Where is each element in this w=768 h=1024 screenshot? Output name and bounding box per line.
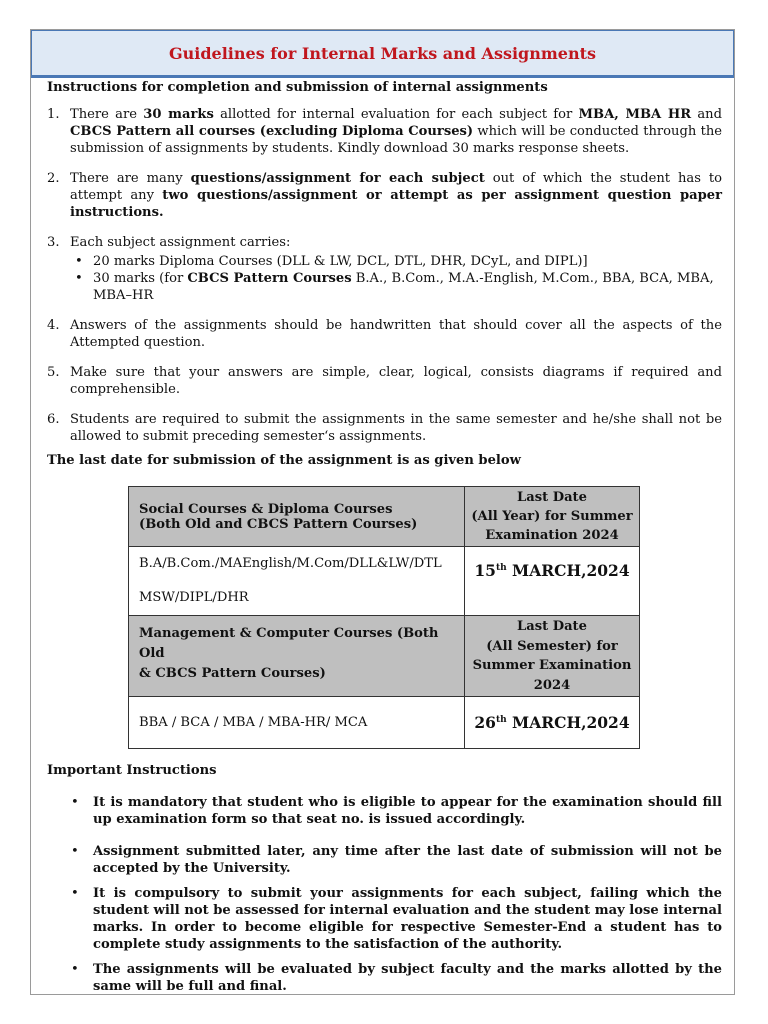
item-text: It is mandatory that student who is eligible to appear for the examination should fill up examination form so that seat no. is issued accordingly.: [93, 795, 722, 827]
bullet-icon: •: [71, 844, 79, 859]
date-day: 15: [474, 561, 496, 580]
item-number: 3.: [47, 235, 60, 250]
item-bold: 30 marks: [143, 107, 214, 122]
item-number: 1.: [47, 107, 60, 122]
date-day: 26: [474, 713, 496, 732]
important-heading: Important Instructions: [47, 763, 217, 778]
date-rest: MARCH,2024: [506, 713, 630, 732]
item-text: There are many: [70, 171, 191, 186]
table-cell: [465, 616, 640, 697]
bullet-icon: •: [75, 271, 83, 286]
cell-text: Last Date: [517, 490, 587, 505]
table-cell: [465, 697, 640, 749]
list-item: [47, 106, 722, 157]
item-number: 6.: [47, 412, 60, 427]
important-list: [47, 794, 722, 995]
table-cell: [129, 697, 465, 749]
section-heading: Instructions for completion and submission of internal assignments: [47, 80, 548, 95]
bullet-icon: •: [71, 886, 79, 901]
item-text: Students are required to submit the assignments in the same semester and he/she shall not be allowed to submit preceding semester‘s assignments.: [70, 412, 722, 444]
cell-text: B.A/B.Com./MAEnglish/M.Com/DLL&LW/DTL: [139, 556, 442, 571]
cell-text: Management & Computer Courses (Both Old: [139, 626, 439, 661]
list-item: [47, 961, 722, 995]
date-suffix: th: [495, 562, 507, 573]
last-date-table: [128, 486, 640, 749]
date-suffix: th: [495, 714, 507, 725]
item-text: and: [691, 107, 722, 122]
item-number: 4.: [47, 318, 60, 333]
item-text: There are: [70, 107, 144, 122]
item-text: The assignments will be evaluated by subject faculty and the marks allotted by the same will be full and final.: [93, 962, 722, 994]
cell-text: Summer Examination: [472, 658, 632, 673]
bullet-icon: •: [71, 962, 79, 977]
item-text: out of which the student has to attempt any: [70, 171, 723, 203]
cell-text: & CBCS Pattern Courses): [139, 666, 326, 681]
item-bold: MBA, MBA HR: [578, 107, 692, 122]
item-number: 2.: [47, 171, 60, 186]
cell-text: (All Year) for Summer: [471, 509, 633, 524]
list-item: [47, 364, 722, 398]
cell-text: Social Courses & Diploma Courses: [139, 501, 393, 517]
item-text: allotted for internal evaluation for each subject for: [213, 107, 579, 122]
table-cell: [129, 487, 465, 547]
table-cell: [129, 616, 465, 697]
deadline-date: [474, 713, 629, 732]
table-row: [129, 547, 640, 616]
bullet-icon: •: [71, 795, 79, 810]
item-bold: CBCS Pattern Courses: [187, 271, 352, 286]
list-item: [47, 794, 722, 828]
important-section: [47, 762, 722, 995]
item-text: Answers of the assignments should be handwritten that should cover all the aspects of the Attempted question.: [70, 318, 722, 350]
cell-text: (Both Old and CBCS Pattern Courses): [139, 516, 418, 532]
cell-text: 2024: [533, 677, 571, 693]
cell-text: (All Semester) for: [486, 638, 618, 654]
last-date-heading: The last date for submission of the assignment is as given below: [47, 453, 521, 468]
item-text: Make sure that your answers are simple, clear, logical, consists diagrams if required and comprehensible.: [70, 365, 722, 397]
list-item: [47, 843, 722, 877]
instructions-section: [47, 79, 722, 469]
list-item: [47, 317, 722, 351]
item-text: Assignment submitted later, any time after the last date of submission will not be accepted by the University.: [93, 844, 722, 876]
table-row: [129, 697, 640, 749]
page-title: Guidelines for Internal Marks and Assignments: [168, 44, 596, 63]
bullet-icon: •: [75, 254, 83, 269]
list-item: [47, 411, 722, 445]
cell-text: Examination 2024: [485, 528, 619, 543]
item-bold: CBCS Pattern all courses (excluding Diploma Courses): [70, 124, 474, 139]
list-item: [47, 234, 722, 304]
table-cell: [465, 487, 640, 547]
title-divider: [31, 76, 734, 78]
item-text: which will be conducted through the submission of assignments by students. Kindly download 30 marks response sheets.: [70, 124, 723, 156]
item-text: It is compulsory to submit your assignments for each subject, failing which the student will not be assessed for internal evaluation and the student may lose internal marks. In order to become eligible for respective Semester-End a student has to complete study assignments to the satisfaction of the authority.: [93, 886, 722, 952]
sub-list-item: [70, 270, 722, 304]
list-item: [47, 170, 722, 221]
item-bold: two questions/assignment or attempt as per assignment question paper instructions.: [70, 188, 722, 220]
item-text: 30 marks (for: [93, 271, 188, 286]
list-item: [47, 885, 722, 953]
cell-text: MSW/DIPL/DHR: [139, 590, 249, 605]
item-bold: questions/assignment for each subject: [190, 171, 485, 186]
sub-list: [70, 253, 722, 304]
table-row: [129, 616, 640, 697]
sub-list-item: [70, 253, 722, 270]
table-cell: [465, 547, 640, 616]
deadline-date: [474, 561, 629, 580]
item-text: 20 marks Diploma Courses (DLL & LW, DCL, DTL, DHR, DCyL, and DIPL)]: [93, 254, 588, 269]
item-text: Each subject assignment carries:: [70, 235, 291, 250]
document-page: [30, 29, 735, 995]
table-cell: [129, 547, 465, 616]
cell-text: Last Date: [517, 619, 587, 634]
title-banner: [31, 30, 734, 76]
item-text: B.A., B.Com., M.A.-English, M.Com., BBA, BCA, MBA, MBA–HR: [93, 271, 714, 303]
instruction-list: [47, 106, 722, 445]
item-number: 5.: [47, 365, 60, 380]
cell-text: BBA / BCA / MBA / MBA-HR/ MCA: [139, 715, 368, 730]
table-row: [129, 487, 640, 547]
date-rest: MARCH,2024: [506, 561, 630, 580]
